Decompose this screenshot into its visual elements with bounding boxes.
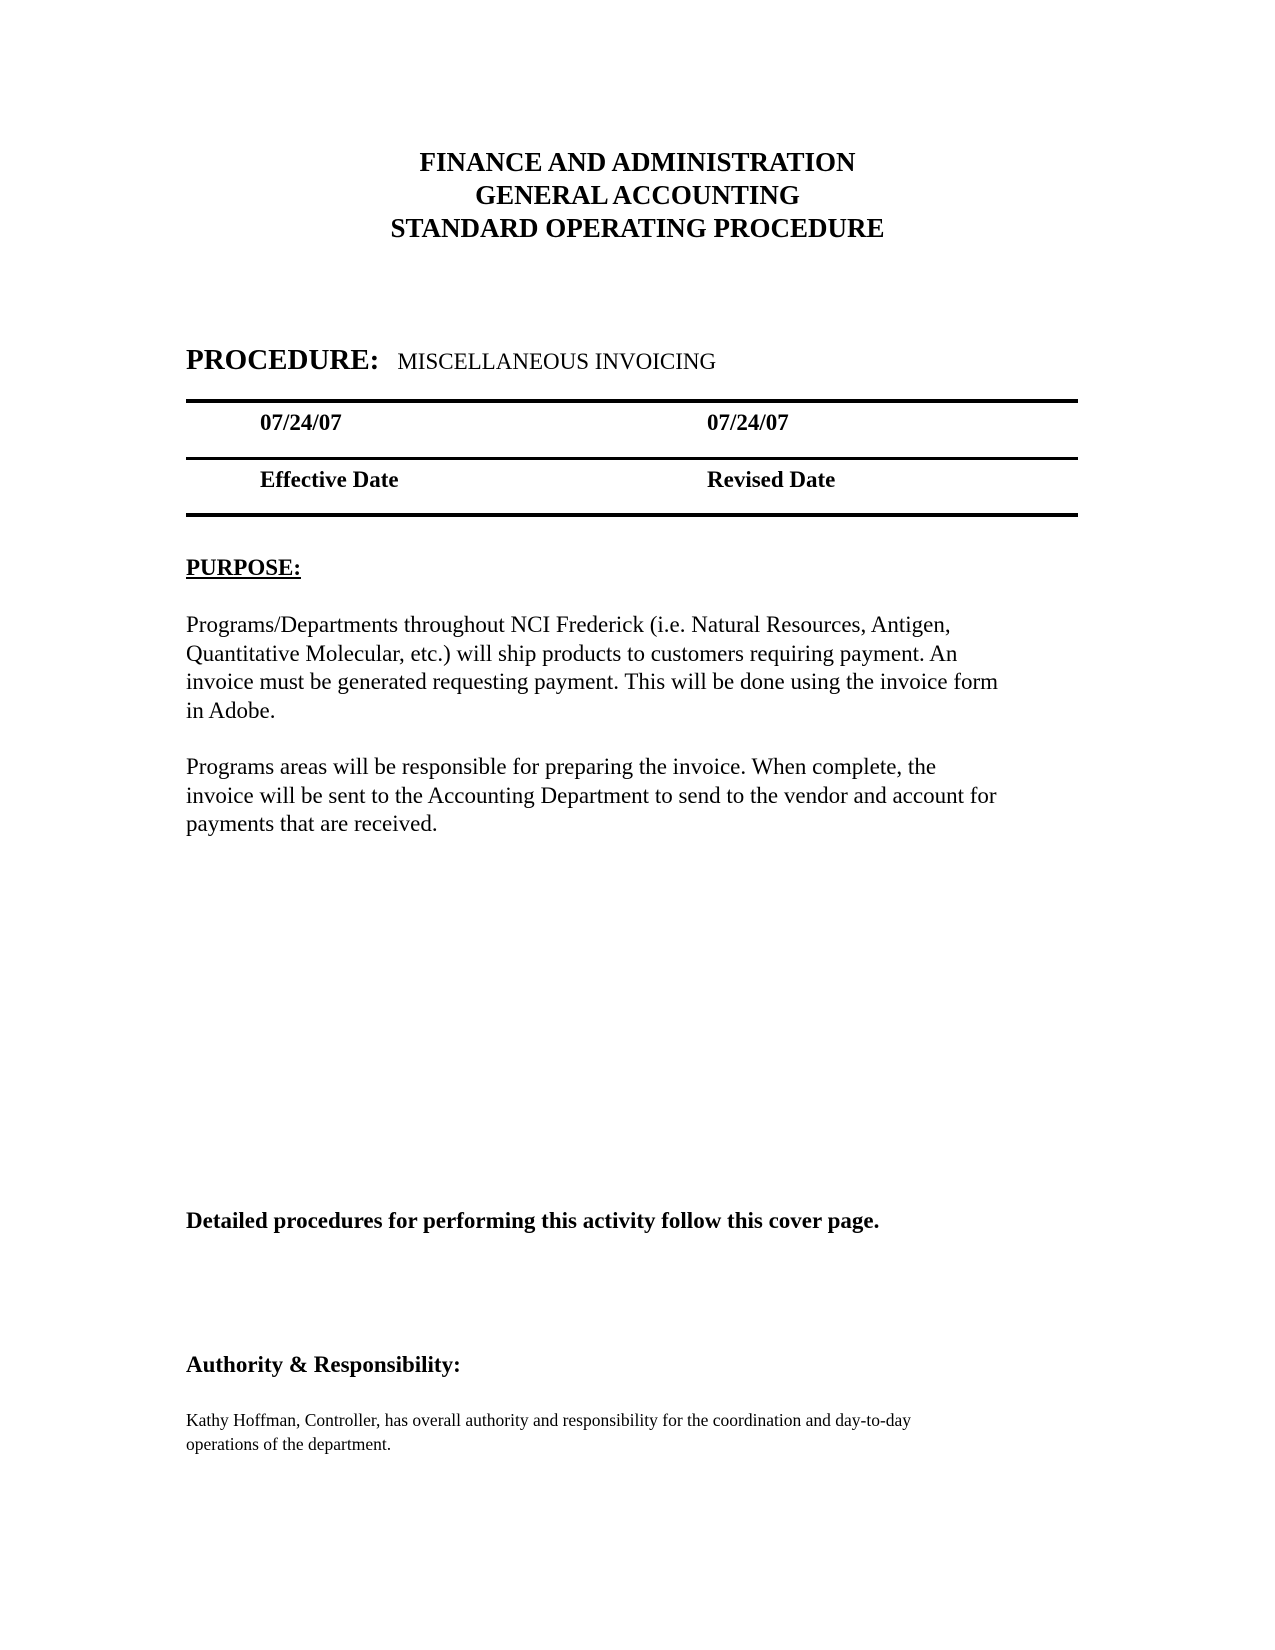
procedure-value: MISCELLANEOUS INVOICING (397, 349, 717, 374)
paragraph-line: Programs areas will be responsible for preparing the invoice. When complete, the (186, 754, 937, 779)
paragraph-line: invoice will be sent to the Accounting Department to send to the vendor and account for (186, 782, 997, 808)
authority-line: Kathy Hoffman, Controller, has overall authority and responsibility for the coordination and day-to-day (186, 1410, 912, 1430)
paragraph-line: Quantitative Molecular, etc.) will ship products to customers requiring payment. An (186, 640, 958, 666)
purpose-paragraph-1 (186, 611, 1086, 725)
revised-date-label: Revised Date (707, 467, 836, 492)
document-header (0, 146, 1275, 245)
revised-date-value: 07/24/07 (707, 410, 789, 435)
effective-date-value: 07/24/07 (260, 410, 342, 435)
header-line-3: STANDARD OPERATING PROCEDURE (390, 213, 885, 243)
purpose-heading: PURPOSE: (186, 555, 301, 580)
procedure-label: PROCEDURE: (186, 344, 380, 376)
header-line-1: FINANCE AND ADMINISTRATION (419, 147, 856, 177)
table-top-rule (186, 399, 1078, 403)
table-bottom-rule (186, 513, 1078, 517)
header-line-2: GENERAL ACCOUNTING (475, 180, 800, 210)
detailed-procedures-note: Detailed procedures for performing this activity follow this cover page. (186, 1208, 880, 1233)
paragraph-line: in Adobe. (186, 697, 276, 723)
authority-heading: Authority & Responsibility: (186, 1352, 461, 1377)
procedure-title (186, 344, 716, 377)
authority-line: operations of the department. (186, 1434, 392, 1454)
table-middle-rule (186, 457, 1078, 460)
paragraph-line: payments that are received. (186, 811, 438, 836)
purpose-paragraph-2 (186, 753, 1086, 839)
paragraph-line: invoice must be generated requesting payment. This will be done using the invoice form (186, 669, 999, 694)
authority-text (186, 1408, 1086, 1456)
effective-date-label: Effective Date (260, 467, 399, 492)
paragraph-line: Programs/Departments throughout NCI Frederick (i.e. Natural Resources, Antigen, (186, 612, 951, 637)
